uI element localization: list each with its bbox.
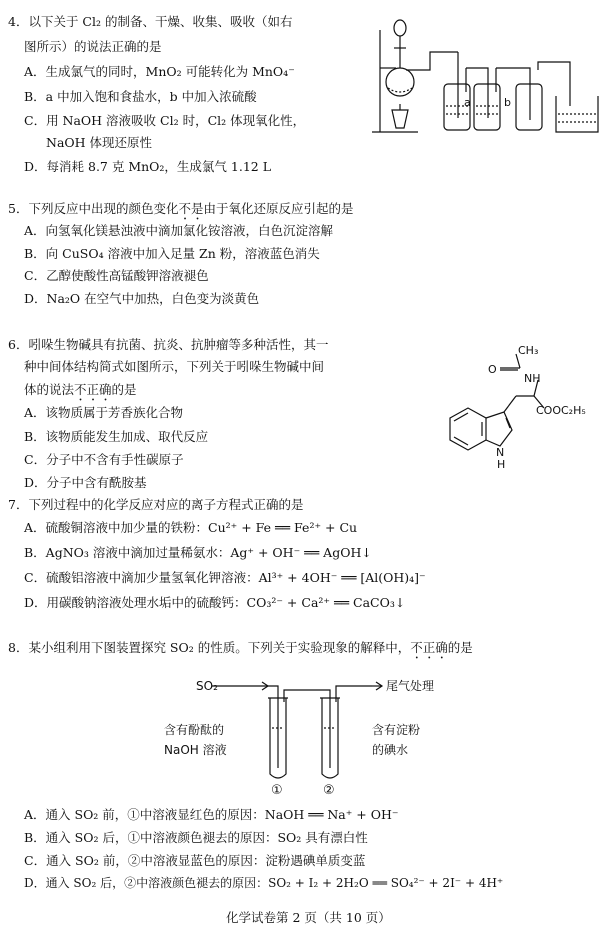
fig-num-1: ① xyxy=(271,783,283,796)
q7-option-d: D．用碳酸钠溶液处理水垢中的硫酸钙：CO₃²⁻ + Ca²⁺ ══ CaCO₃↓ xyxy=(24,595,406,610)
q6-emphasis: 不正确 xyxy=(74,382,112,397)
q6-stem-line3: 体的说法不正确的是 xyxy=(24,382,137,397)
q4-stem-line1: 4．以下关于 Cl₂ 的制备、干燥、收集、吸收（如右 xyxy=(8,14,293,29)
q6-option-c: C．分子中不含有手性碳原子 xyxy=(24,452,184,467)
indole-structure-figure xyxy=(420,338,602,478)
fig-so2-label: SO₂ xyxy=(196,679,218,693)
q4-option-a: A．生成氯气的同时，MnO₂ 可能转化为 MnO₄⁻ xyxy=(24,64,295,79)
fig-left-label-2: NaOH 溶液 xyxy=(164,743,227,757)
struct-ch3: CH₃ xyxy=(518,344,539,357)
struct-o: O xyxy=(488,363,497,376)
struct-ester: COOC₂H₅ xyxy=(536,404,586,417)
q8-stem: 8．某小组利用下图装置探究 SO₂ 的性质。下列关于实验现象的解释中，不正确的是 xyxy=(8,640,473,655)
q6-option-d: D．分子中含有酰胺基 xyxy=(24,475,147,490)
fig-right-label-2: 的碘水 xyxy=(372,743,409,757)
q8-option-a: A．通入 SO₂ 前，①中溶液显红色的原因：NaOH ══ Na⁺ + OH⁻ xyxy=(24,807,399,822)
q6-stem-line2: 种中间体结构简式如图所示，下列关于吲哚生物碱中间 xyxy=(24,359,325,374)
q5-emphasis: 不是 xyxy=(178,201,204,216)
fig-left-label-1: 含有酚酞的 xyxy=(164,723,225,737)
q7-option-b: B．AgNO₃ 溶液中滴加过量稀氨水：Ag⁺ + OH⁻ ══ AgOH↓ xyxy=(24,545,372,560)
struct-n: N xyxy=(496,446,505,459)
q4-option-c-line1: C．用 NaOH 溶液吸收 Cl₂ 时，Cl₂ 体现氧化性， xyxy=(24,113,306,128)
q5-stem: 5．下列反应中出现的颜色变化不是由于氧化还原反应引起的是 xyxy=(8,201,354,216)
struct-nh: NH xyxy=(524,372,541,385)
q8-option-b: B．通入 SO₂ 后，①中溶液颜色褪去的原因：SO₂ 具有漂白性 xyxy=(24,830,368,845)
chlorine-apparatus-figure xyxy=(370,10,604,140)
q5-option-d: D．Na₂O 在空气中加热，白色变为淡黄色 xyxy=(24,291,260,306)
q7-stem: 7．下列过程中的化学反应对应的离子方程式正确的是 xyxy=(8,497,304,512)
so2-experiment-figure xyxy=(150,668,470,796)
q4-stem-line2: 图所示）的说法正确的是 xyxy=(24,39,162,54)
q4-option-b: B．a 中加入饱和食盐水，b 中加入浓硫酸 xyxy=(24,89,257,104)
q8-emphasis: 不正确 xyxy=(410,640,448,655)
q4-option-d: D．每消耗 8.7 克 MnO₂，生成氯气 1.12 L xyxy=(24,159,272,174)
fig-num-2: ② xyxy=(323,783,335,796)
q6-option-a: A．该物质属于芳香族化合物 xyxy=(24,405,184,420)
q7-option-c: C．硫酸铝溶液中滴加少量氢氧化钾溶液：Al³⁺ + 4OH⁻ ══ [Al(OH)₄]⁻ xyxy=(24,570,426,585)
q7-option-a: A．硫酸铜溶液中加少量的铁粉：Cu²⁺ + Fe ══ Fe²⁺ + Cu xyxy=(24,520,358,535)
q6-stem-line1: 6．吲哚生物碱具有抗菌、抗炎、抗肿瘤等多种活性，其一 xyxy=(8,337,329,352)
label-b: b xyxy=(504,96,511,109)
struct-h: H xyxy=(497,458,506,471)
q5-option-a: A．向氢氧化镁悬浊液中滴加氯化铵溶液，白色沉淀溶解 xyxy=(24,223,334,238)
label-a: a xyxy=(464,96,471,109)
q5-option-c: C．乙醇使酸性高锰酸钾溶液褪色 xyxy=(24,268,209,283)
page-footer: 化学试卷第 2 页（共 10 页） xyxy=(226,910,391,925)
q8-option-c: C．通入 SO₂ 前，②中溶液显蓝色的原因：淀粉遇碘单质变蓝 xyxy=(24,853,366,868)
fig-right-label-1: 含有淀粉 xyxy=(372,723,421,737)
q5-option-b: B．向 CuSO₄ 溶液中加入足量 Zn 粉，溶液蓝色消失 xyxy=(24,246,320,261)
q6-option-b: B．该物质能发生加成、取代反应 xyxy=(24,429,209,444)
q8-option-d: D．通入 SO₂ 后，②中溶液颜色褪去的原因：SO₂ + I₂ + 2H₂O ══ SO₄²⁻ + 2I⁻ + 4H⁺ xyxy=(24,876,504,890)
fig-tail-label: 尾气处理 xyxy=(386,679,435,693)
q4-option-c-line2: NaOH 体现还原性 xyxy=(46,135,153,150)
